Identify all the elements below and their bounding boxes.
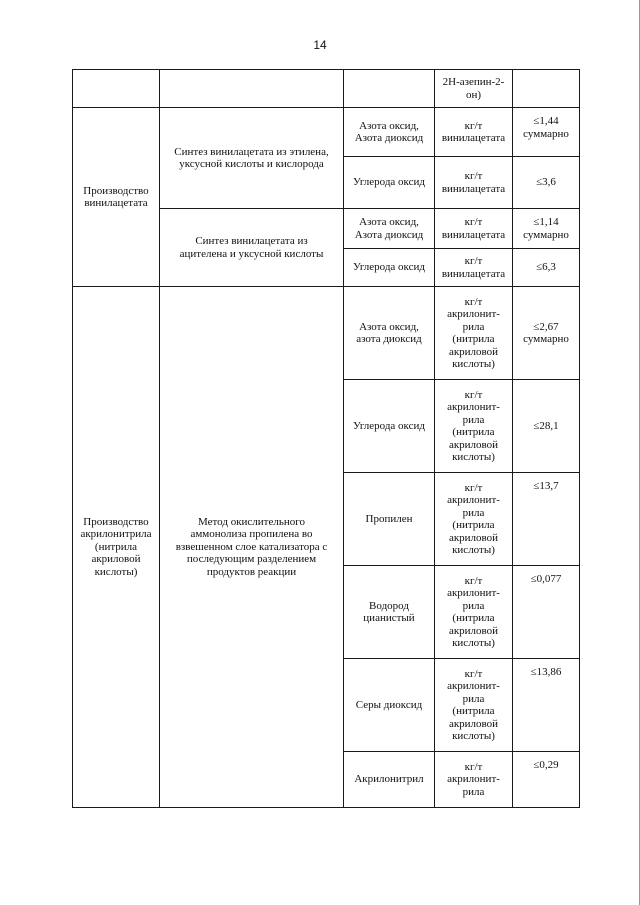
production-cell [73, 70, 160, 108]
value-cell: ≤13,86 [513, 659, 580, 752]
substance-cell: Водород цианистый [344, 566, 435, 659]
value-cell: ≤28,1 [513, 380, 580, 473]
substance-cell: Азота оксид, азота диоксид [344, 287, 435, 380]
unit-cell: кг/т винилацетата [435, 157, 513, 209]
substance-cell: Пропилен [344, 473, 435, 566]
unit-cell: кг/т акрилонит- рила (нитрила акриловой кислоты) [435, 659, 513, 752]
value-cell [513, 70, 580, 108]
table-row [73, 70, 580, 108]
table-row [73, 287, 580, 380]
method-cell: Синтез винилацетата из ацителена и уксусной кислоты [160, 209, 344, 287]
value-cell: ≤0,29 [513, 752, 580, 808]
unit-cell: кг/т акрилонит- рила (нитрила акриловой кислоты) [435, 473, 513, 566]
substance-cell [344, 70, 435, 108]
unit-cell: кг/т акрилонит- рила (нитрила акриловой кислоты) [435, 380, 513, 473]
substance-cell: Углерода оксид [344, 249, 435, 287]
value-cell: ≤13,7 [513, 473, 580, 566]
substance-cell: Азота оксид, Азота диоксид [344, 209, 435, 249]
substance-cell: Акрилонитрил [344, 752, 435, 808]
value-cell: ≤3,6 [513, 157, 580, 209]
unit-cell: кг/т акрилонит- рила (нитрила акриловой кислоты) [435, 566, 513, 659]
substance-cell: Углерода оксид [344, 380, 435, 473]
page-number: 14 [313, 38, 327, 52]
value-cell: ≤2,67 суммарно [513, 287, 580, 380]
value-cell: ≤1,14 суммарно [513, 209, 580, 249]
value-cell: ≤0,077 [513, 566, 580, 659]
method-cell: Синтез винилацетата из этилена, уксусной кислоты и кислорода [160, 108, 344, 209]
unit-cell: кг/т винилацетата [435, 249, 513, 287]
unit-cell: 2Н-азепин-2- он) [435, 70, 513, 108]
emissions-table [72, 69, 580, 808]
value-cell: ≤6,3 [513, 249, 580, 287]
unit-cell: кг/т винилацетата [435, 209, 513, 249]
unit-cell: кг/т акрилонит- рила (нитрила акриловой кислоты) [435, 287, 513, 380]
method-cell [160, 70, 344, 108]
table-row [73, 108, 580, 157]
production-cell: Производство акрилонитрила (нитрила акриловой кислоты) [73, 287, 160, 808]
substance-cell: Серы диоксид [344, 659, 435, 752]
substance-cell: Азота оксид, Азота диоксид [344, 108, 435, 157]
substance-cell: Углерода оксид [344, 157, 435, 209]
value-cell: ≤1,44 суммарно [513, 108, 580, 157]
method-cell: Метод окислительного аммонолиза пропилена во взвешенном слое катализатора с последующим разделением продуктов реакции [160, 287, 344, 808]
unit-cell: кг/т акрилонит- рила [435, 752, 513, 808]
production-cell: Производство винилацетата [73, 108, 160, 287]
unit-cell: кг/т винилацетата [435, 108, 513, 157]
